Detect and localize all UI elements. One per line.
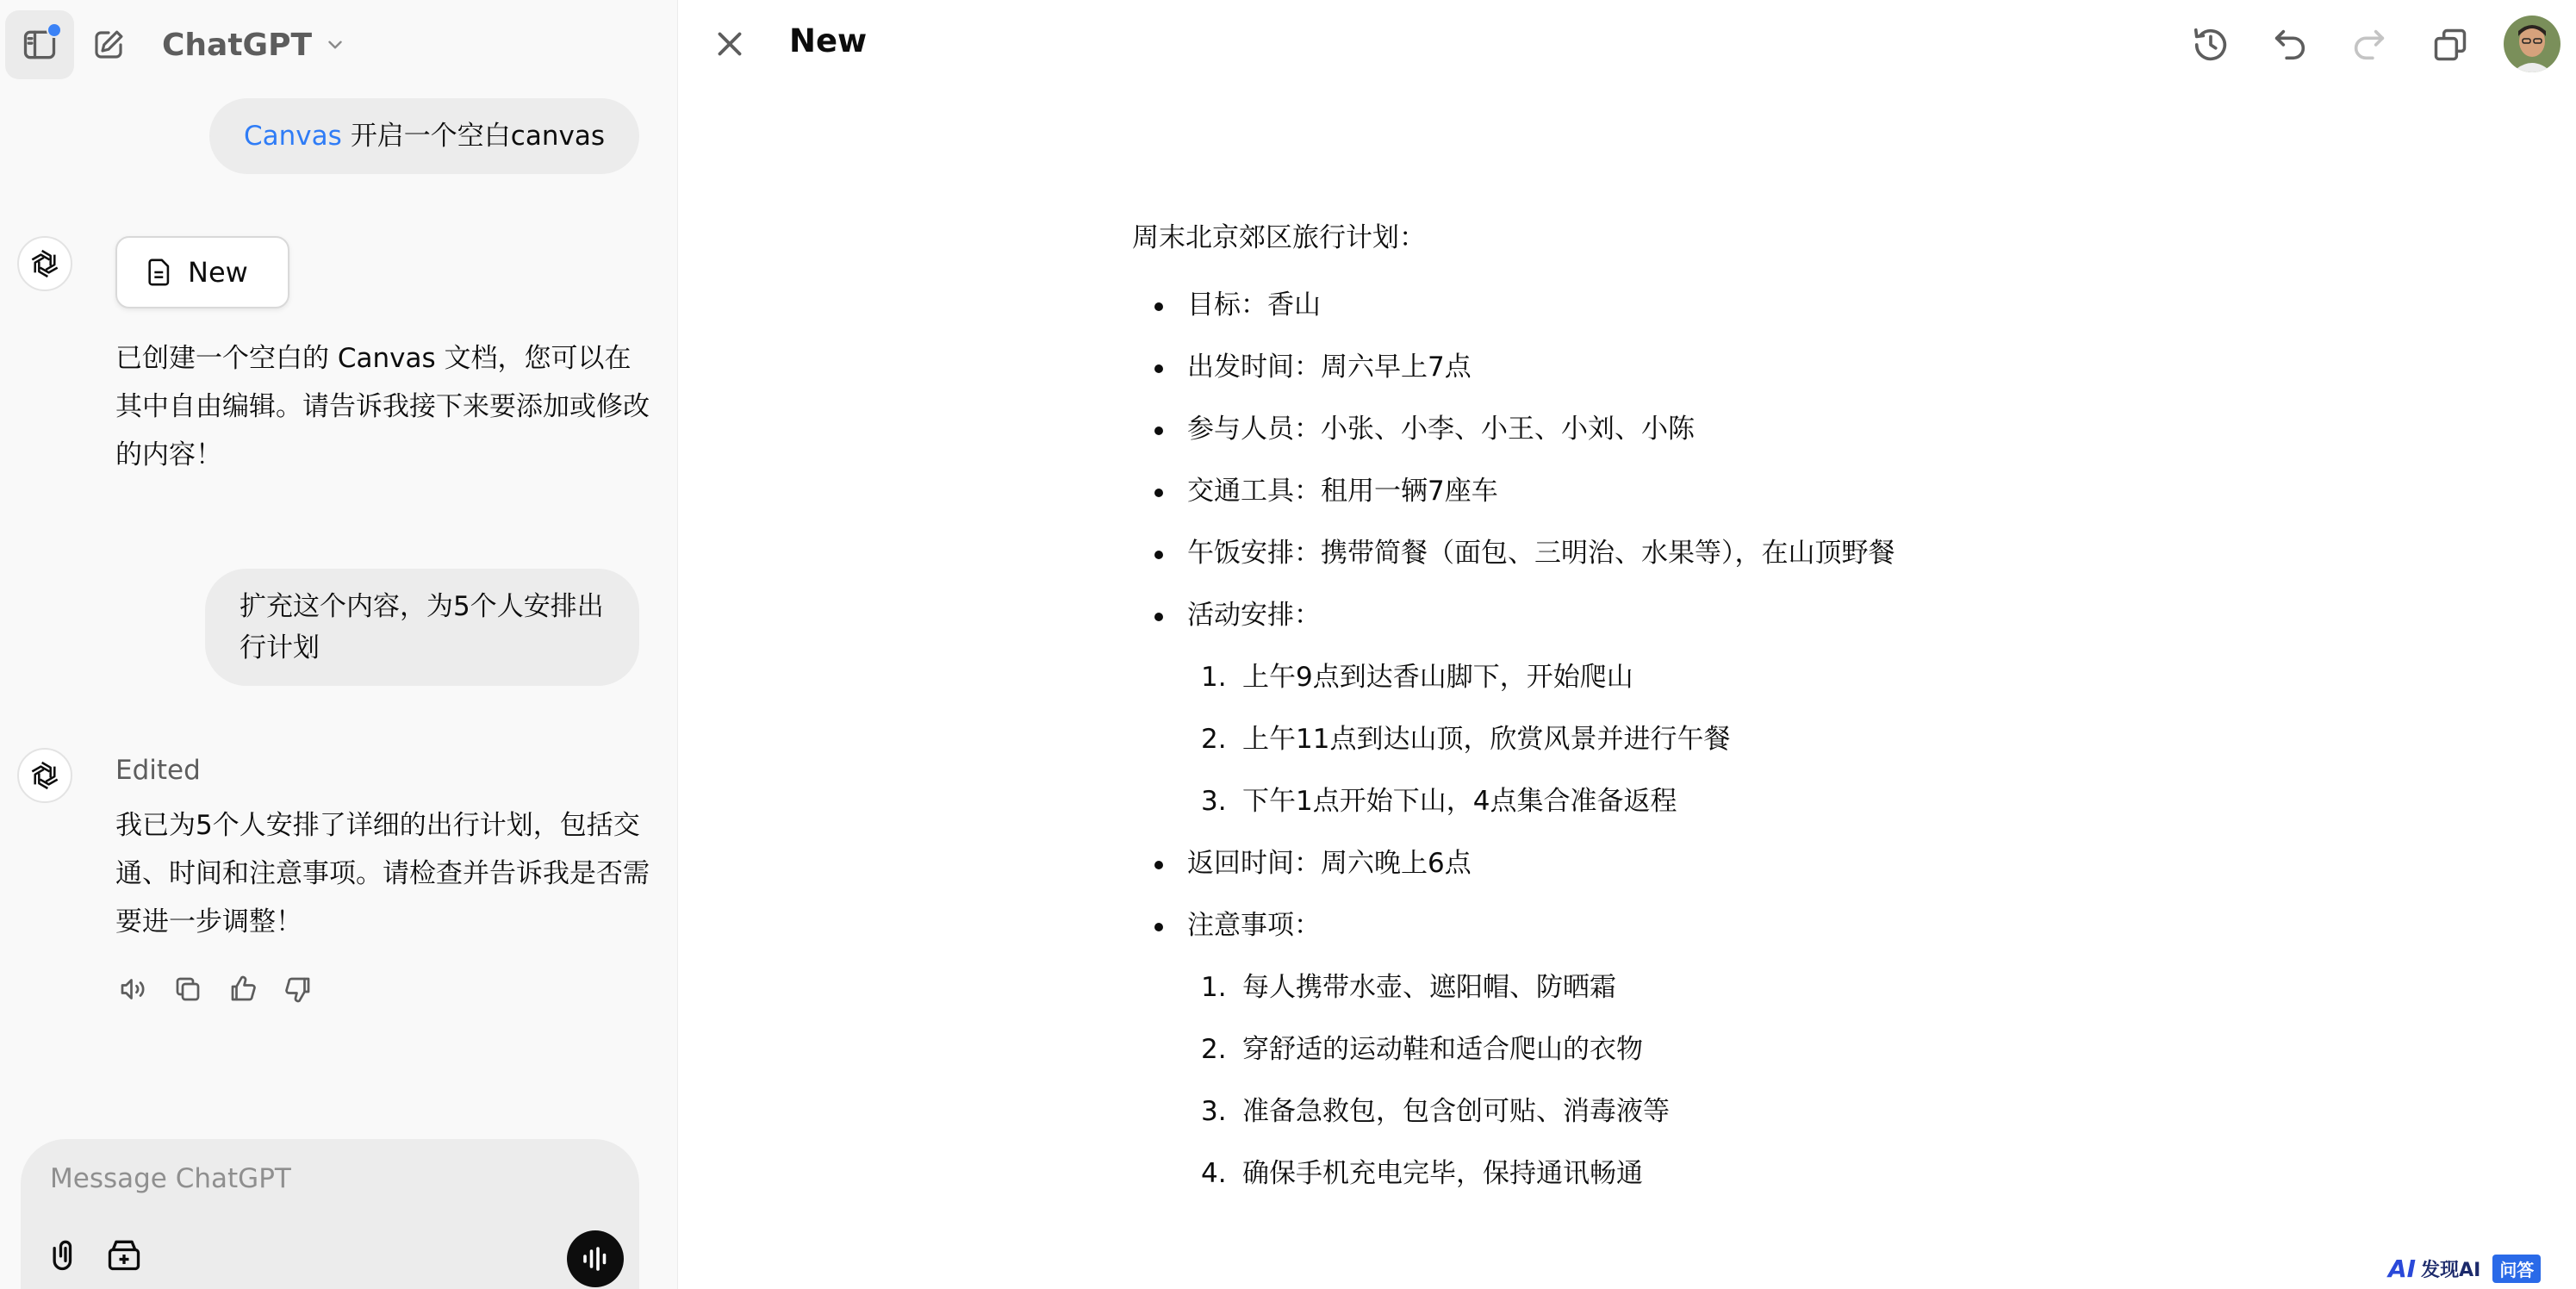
copy-button[interactable] [2428,22,2473,67]
canvas-title: New [789,22,868,59]
list-number: 4. [1201,1158,1227,1189]
user-message-text: 开启一个空白canvas [350,121,605,152]
numbered-item-text: 穿舒适的运动鞋和适合爬山的衣物 [1242,1034,1643,1065]
document-numbered-item [1132,1143,2166,1205]
watermark-logo-icon: AI [2388,1255,2417,1283]
user-message [209,98,639,174]
numbered-item-text: 每人携带水壶、遮阳帽、防晒霜 [1242,972,1616,1003]
paperclip-icon [47,1236,84,1273]
watermark-brand: 发现AI [2421,1260,2481,1281]
message-composer [21,1139,639,1289]
watermark-badge: 问答 [2492,1255,2541,1283]
list-number: 3. [1201,786,1227,817]
voice-mode-button[interactable] [567,1230,624,1287]
model-selector[interactable] [162,19,346,71]
close-icon [710,24,750,64]
numbered-item-text: 准备急救包，包含创可贴、消毒液等 [1242,1096,1670,1127]
tools-icon [105,1236,143,1273]
numbered-item-text: 上午9点到达香山脚下，开始爬山 [1242,662,1633,693]
canvas-tag: Canvas [244,121,342,152]
document-list-item: 返回时间：周六晚上6点 [1132,832,2166,894]
assistant-avatar [17,748,72,803]
user-avatar[interactable] [2504,16,2560,72]
undo-button[interactable] [2268,22,2312,67]
document-heading: 周末北京郊区旅行计划： [1132,222,1426,253]
voice-icon [580,1243,611,1274]
list-number: 1. [1201,662,1227,693]
document-numbered-item [1132,1018,2166,1080]
document-icon [146,258,172,287]
edited-label: Edited [115,755,201,786]
copy-icon [2431,26,2469,64]
list-number: 2. [1201,1034,1227,1065]
openai-logo-icon [28,758,62,793]
model-name-label: ChatGPT [162,27,313,63]
watermark [2388,1255,2541,1283]
redo-button[interactable] [2347,22,2392,67]
chat-panel [0,0,678,1289]
openai-logo-icon [28,246,62,281]
list-number: 2. [1201,724,1227,755]
edit-icon [90,27,127,63]
new-chat-button[interactable] [74,10,143,79]
document-list-item: 目标：香山 [1132,274,2166,336]
speaker-icon[interactable] [117,974,148,1005]
history-button[interactable] [2188,22,2233,67]
message-input[interactable]: Message ChatGPT [50,1163,291,1194]
canvas-chip-label: New [188,256,248,289]
document-numbered-item [1132,708,2166,770]
document-list-item: 参与人员：小张、小李、小王、小刘、小陈 [1132,398,2166,460]
assistant-message: 已创建一个空白的 Canvas 文档，您可以在其中自由编辑。请告诉我接下来要添加或修改的内容！ [115,343,650,470]
assistant-message: 我已为5个人安排了详细的出行计划，包括交通、时间和注意事项。请检查并告诉我是否需要进一步调整！ [115,810,650,937]
notification-dot [47,22,62,38]
message-actions [117,974,314,1005]
tools-button[interactable] [105,1236,143,1273]
sidebar-toggle-button[interactable] [5,10,74,79]
close-canvas-button[interactable] [710,24,750,64]
document-list-item: 交通工具：租用一辆7座车 [1132,460,2166,522]
document-list-item: 午饭安排：携带简餐（面包、三明治、水果等），在山顶野餐 [1132,522,2166,584]
numbered-item-text: 确保手机充电完毕，保持通讯畅通 [1242,1158,1643,1189]
document-numbered-item [1132,956,2166,1018]
user-avatar-icon [2504,16,2560,72]
document-numbered-item [1132,770,2166,832]
numbered-item-text: 上午11点到达山顶，欣赏风景并进行午餐 [1242,724,1731,755]
list-number: 3. [1201,1096,1227,1127]
copy-icon[interactable] [172,974,203,1005]
user-message: 扩充这个内容，为5个人安排出行计划 [205,569,639,686]
history-icon [2191,25,2231,65]
thumbs-down-icon[interactable] [283,974,314,1005]
document-list-item: 活动安排： [1132,584,2166,646]
thumbs-up-icon[interactable] [227,974,258,1005]
canvas-document[interactable] [1132,212,2166,1205]
redo-icon [2349,25,2389,65]
attach-button[interactable] [47,1236,84,1273]
assistant-avatar [17,236,72,291]
canvas-document-chip[interactable] [115,236,289,308]
chevron-down-icon [324,34,346,56]
document-list-item: 出发时间：周六早上7点 [1132,336,2166,398]
document-list [1132,274,2166,1205]
list-number: 1. [1201,972,1227,1003]
document-numbered-item [1132,1080,2166,1143]
document-numbered-item [1132,646,2166,708]
undo-icon [2270,25,2310,65]
numbered-item-text: 下午1点开始下山，4点集合准备返程 [1242,786,1677,817]
document-list-item: 注意事项： [1132,894,2166,956]
